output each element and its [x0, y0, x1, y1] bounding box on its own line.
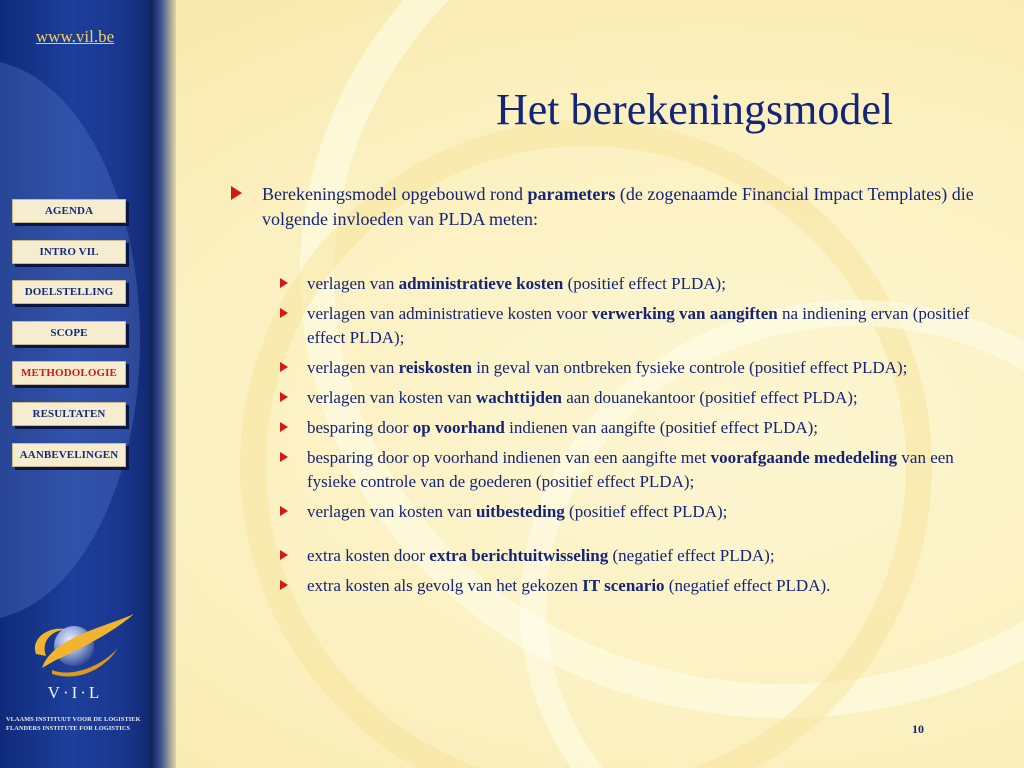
item-text: in geval van ontbreken fysieke controle (positief effect PLDA);: [471, 358, 908, 377]
item-text-bold: IT scenario: [582, 576, 665, 595]
nav-item-resultaten[interactable]: RESULTATEN: [12, 402, 126, 426]
logo-caption: [6, 715, 156, 733]
list-item: [228, 356, 988, 380]
nav-item-intro-vil[interactable]: INTRO VIL: [12, 240, 126, 264]
slide-title: Het berekeningsmodel: [496, 85, 894, 134]
bullet-arrow-icon: [280, 452, 288, 462]
bullet-arrow-icon: [280, 422, 288, 432]
slide-content: [228, 182, 988, 604]
list-item: [228, 416, 988, 440]
item-text: verlagen van: [307, 358, 399, 377]
main-bullet-text-pre: Berekeningsmodel opgebouwd rond: [262, 184, 528, 204]
nav-item-scope[interactable]: SCOPE: [12, 321, 126, 345]
item-text: besparing door op voorhand indienen van een aangifte met: [307, 448, 711, 467]
nav-menu: [12, 199, 132, 483]
item-text: verlagen van kosten van: [307, 502, 476, 521]
item-text-bold: op voorhand: [412, 418, 505, 437]
list-item: [228, 574, 988, 598]
nav-item-agenda[interactable]: AGENDA: [12, 199, 126, 223]
bullet-arrow-icon: [280, 278, 288, 288]
nav-item-doelstelling[interactable]: DOELSTELLING: [12, 280, 126, 304]
bullet-arrow-icon: [231, 186, 242, 200]
item-text-bold: uitbesteding: [476, 502, 565, 521]
item-text-bold: verwerking van aangiften: [591, 304, 778, 323]
site-link[interactable]: www.vil.be: [35, 27, 115, 46]
bullet-arrow-icon: [280, 308, 288, 318]
list-item: [228, 500, 988, 524]
sub-bullet-list-negative: [228, 544, 988, 598]
item-text-bold: administratieve kosten: [398, 274, 564, 293]
sub-bullet-list: [228, 272, 988, 524]
item-text: (positief effect PLDA);: [563, 274, 726, 293]
item-text: (positief effect PLDA);: [564, 502, 728, 521]
item-text-bold: voorafgaande mededeling: [710, 448, 898, 467]
bullet-arrow-icon: [280, 362, 288, 372]
bullet-arrow-icon: [280, 506, 288, 516]
list-item: [228, 446, 988, 494]
item-text: (negatief effect PLDA);: [608, 546, 775, 565]
page-number: 10: [912, 722, 924, 736]
list-item: [228, 386, 988, 410]
item-text: indienen van aangifte (positief effect PLDA);: [504, 418, 819, 437]
list-item: [228, 302, 988, 350]
item-text-bold: extra berichtuitwisseling: [429, 546, 609, 565]
item-text: (negatief effect PLDA).: [664, 576, 831, 595]
item-text: van een fysieke controle van de goederen (positief effect PLDA);: [307, 448, 954, 491]
item-text: aan douanekantoor (positief effect PLDA);: [561, 388, 858, 407]
list-item: [228, 272, 988, 296]
item-text: na indiening ervan (positief effect PLDA);: [307, 304, 970, 347]
bullet-arrow-icon: [280, 392, 288, 402]
item-text-bold: wachttijden: [476, 388, 562, 407]
list-item: [228, 544, 988, 568]
bullet-arrow-icon: [280, 580, 288, 590]
logo-text: V·I·L: [47, 683, 103, 702]
bullet-arrow-icon: [280, 550, 288, 560]
logo-caption-line: FLANDERS INSTITUTE FOR LOGISTICS: [6, 725, 131, 732]
main-bullet-text-post: (de zogenaamde Financial Impact Templates) die volgende invloeden van PLDA meten:: [262, 184, 974, 229]
item-text: verlagen van: [307, 274, 399, 293]
sidebar-edge: [150, 0, 176, 768]
main-bullet-text-bold: parameters: [527, 184, 616, 204]
item-text: extra kosten als gevolg van het gekozen: [307, 576, 583, 595]
nav-item-aanbevelingen[interactable]: AANBEVELINGEN: [12, 443, 126, 467]
item-text: extra kosten door: [307, 546, 430, 565]
main-bullet: [228, 182, 988, 232]
nav-item-methodologie[interactable]: METHODOLOGIE: [12, 361, 126, 385]
logo-caption-line: VLAAMS INSTITUUT VOOR DE LOGISTIEK: [6, 716, 141, 723]
item-text-bold: reiskosten: [398, 358, 472, 377]
item-text: verlagen van kosten van: [307, 388, 476, 407]
item-text: verlagen van administratieve kosten voor: [307, 304, 592, 323]
item-text: besparing door: [307, 418, 413, 437]
